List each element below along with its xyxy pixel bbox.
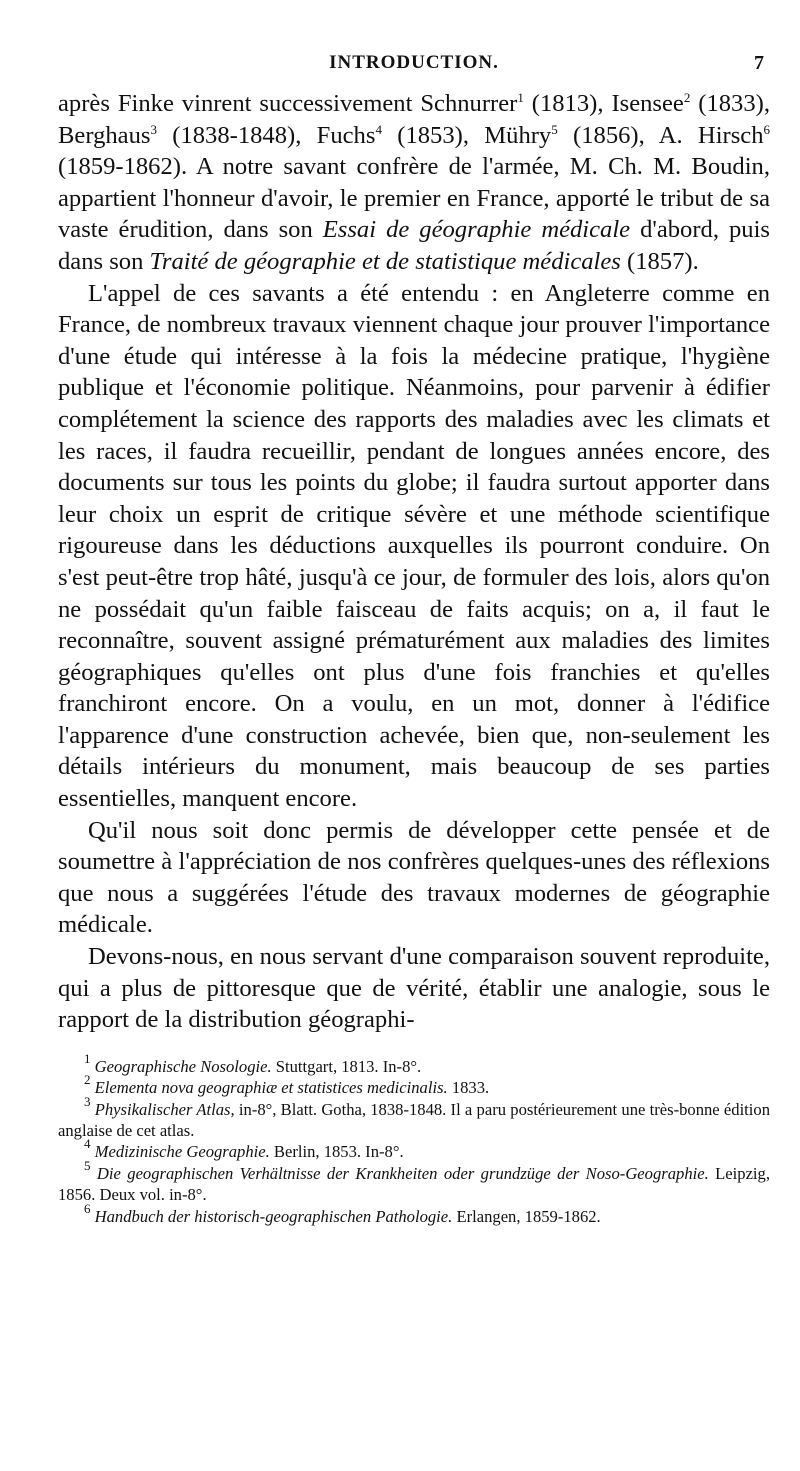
text-run: Berlin, 1853. In-8°. (269, 1142, 404, 1162)
italic-text: Elementa nova geographiæ et statistices medicinalis. (94, 1078, 448, 1098)
italic-text: Medizinische Geographie. (94, 1142, 270, 1162)
italic-text: Geographische Nosologie. (94, 1056, 272, 1076)
paragraph (58, 815, 770, 941)
text-run: Leipzig, 1856. Deux vol. in-8°. (58, 1163, 770, 1205)
text-run: (1857). (620, 247, 699, 275)
text-run: d'abord, puis dans son (58, 216, 770, 275)
text-run: Devons-nous, en nous servant d'une comparaison souvent reproduite, qui a plus de pittoresque que de vérité, établir une analogie, sous le rapport de la distribution géographi- (58, 943, 770, 1034)
italic-text: Handbuch der historisch-geographischen Pathologie. (94, 1206, 453, 1226)
text-run: Qu'il nous soit donc permis de développer cette pensée et de soumettre à l'appréciation de nos confrères quelques-unes des réflexions que nous a suggérées l'étude des travaux modernes de géographie médicale. (58, 816, 770, 939)
italic-text: Die geographischen Verhältnisse der Krankheiten oder grundzüge der Noso-Geographie. (96, 1163, 709, 1183)
footnote-ref: 5 (551, 121, 558, 137)
footnote-mark: 3 (84, 1093, 91, 1109)
italic-text: Physikalischer Atlas, (94, 1099, 235, 1119)
italic-text: Traité de géographie et de statistique médicales (149, 247, 621, 275)
text-run: (1833), Berghaus (58, 90, 770, 149)
footnote (58, 1072, 770, 1098)
paragraph (58, 88, 770, 278)
footnote-mark: 5 (84, 1157, 91, 1173)
footnote-mark: 4 (84, 1136, 91, 1152)
text-run: après Finke vinrent successivement Schnurrer (58, 90, 518, 117)
footnote (58, 1050, 770, 1077)
text-run: Stuttgart, 1813. In-8°. (271, 1056, 422, 1076)
footnote (58, 1093, 770, 1142)
text-run: (1838-1848), Fuchs (156, 121, 376, 149)
footnote (58, 1200, 770, 1227)
footnote-ref: 6 (763, 121, 771, 137)
footnote-mark: 1 (84, 1050, 91, 1066)
text-run: L'appel de ces savants a été entendu : en Angleterre comme en France, de nombreux travaux viennent chaque jour prouver l'importance d'une étude qui intéresse à la fois la médecine pratique, l'hygiène publique et l'économie politique. Néanmoins, pour parvenir à édifier complétement la science des rapports des maladies avec les climats et les races, il faudra recueillir, pendant de longues années encore, des documents sur tous les points du globe; il faudra surtout apporter dans leur choix un esprit de critique sévère et une méthode scientifique rigoureuse dans les déductions auxquelles ils pourront conduire. On s'est peut-être trop hâté, jusqu'à ce jour, de formuler des lois, alors qu'on ne possédait qu'un faible faisceau de faits acquis; on a, il faut le reconnaître, souvent assigné prématurément aux maladies des limites géographiques qu'elles ont plus d'une fois franchies et qu'elles franchiront encore. On a voulu, en un mot, donner à l'édifice l'apparence d'une construction achevée, bien que, non-seulement les détails intérieurs du monument, mais beaucoup de ses parties essentielles, manquent encore. (58, 279, 770, 813)
text-run: in-8°, Blatt. Gotha, 1838-1848. Il a paru postérieurement une très-bonne édition anglaise de cet atlas. (58, 1099, 770, 1141)
text-run: 1833. (447, 1078, 490, 1098)
running-title: INTRODUCTION. (329, 52, 499, 73)
footnote-ref: 4 (375, 121, 382, 137)
text-run: (1859-1862). A notre savant confrère de l'armée, M. Ch. M. Boudin, appartient l'honneur d'avoir, le premier en France, apporté le tribut de sa vaste érudition, dans son (58, 153, 770, 244)
footnotes (58, 1050, 770, 1227)
paragraph (58, 941, 770, 1036)
paragraph (58, 278, 770, 815)
footnote-mark: 2 (84, 1072, 91, 1088)
italic-text: Essai de géographie médicale (322, 216, 631, 244)
body-text (58, 88, 770, 1036)
footnote (58, 1136, 770, 1162)
footnote-mark: 6 (84, 1200, 91, 1216)
page-number: 7 (754, 52, 764, 74)
footnote-ref: 3 (150, 121, 157, 137)
running-head (58, 52, 770, 84)
text-run: (1856), A. Hirsch (557, 121, 764, 149)
text-run: (1853), Mühry (381, 121, 552, 149)
footnote-ref: 2 (683, 90, 691, 105)
footnote-ref: 1 (517, 90, 524, 105)
footnote (58, 1157, 770, 1206)
text-run: Erlangen, 1859-1862. (452, 1206, 601, 1226)
text-run: (1813), Isensee (523, 90, 684, 117)
